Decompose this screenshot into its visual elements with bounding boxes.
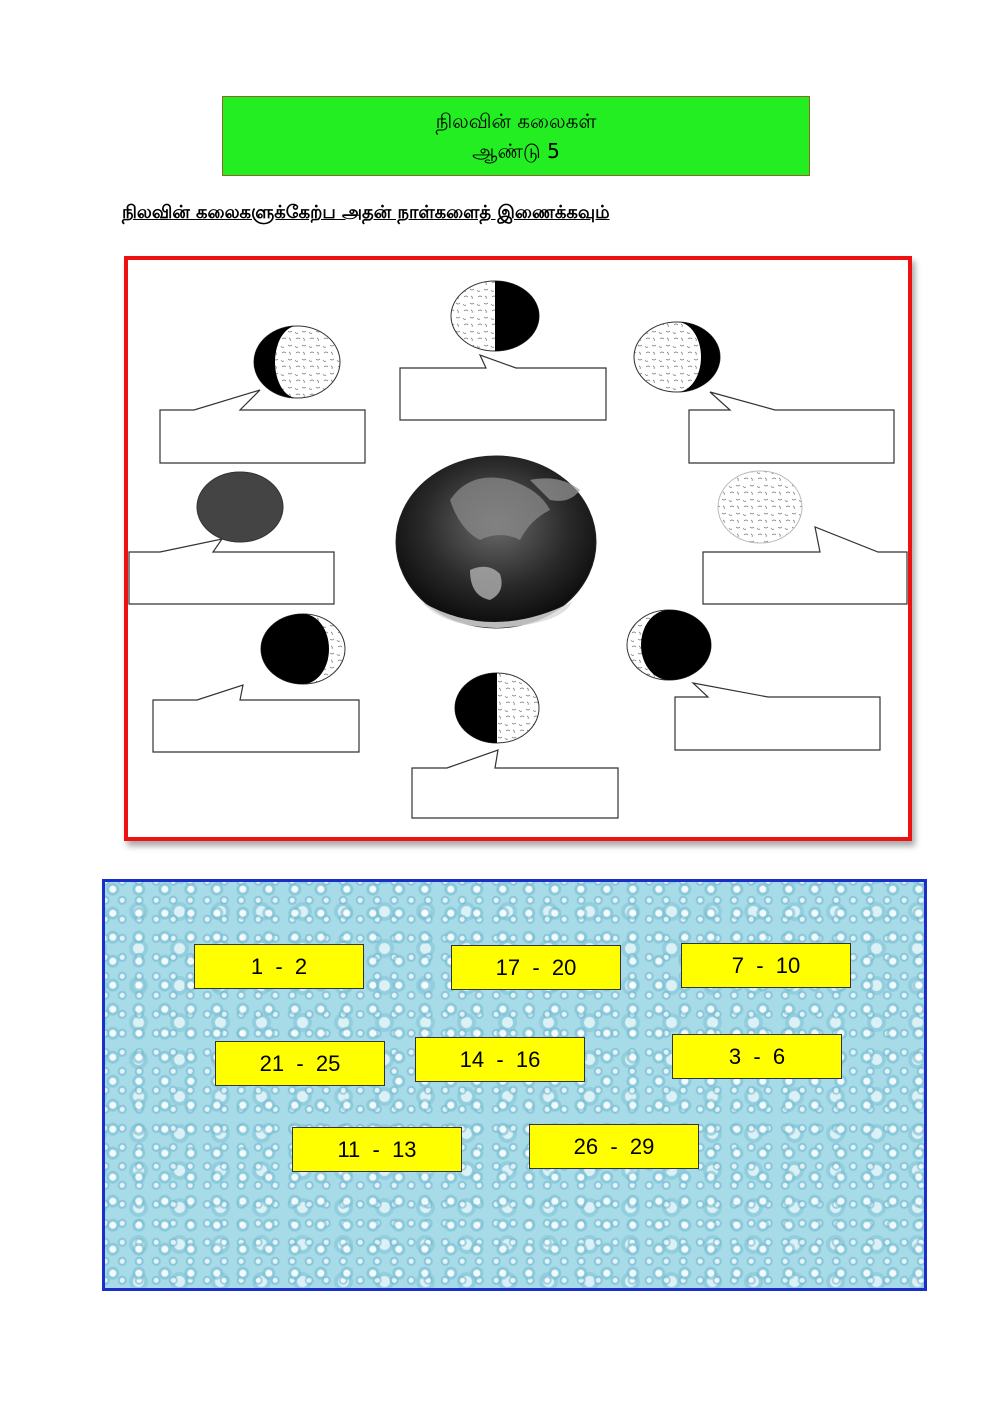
callout-box-top-center[interactable] <box>400 355 606 420</box>
callout-box-upper-left[interactable] <box>160 390 365 463</box>
day-range-chip[interactable]: 14 - 16 <box>415 1037 585 1082</box>
earth-image <box>396 456 596 628</box>
day-range-chip[interactable]: 1 - 2 <box>194 944 364 989</box>
day-range-chip[interactable]: 17 - 20 <box>451 945 621 990</box>
day-range-chip[interactable]: 21 - 25 <box>215 1041 385 1086</box>
day-range-chip[interactable]: 3 - 6 <box>672 1034 842 1079</box>
day-range-chip[interactable]: 7 - 10 <box>681 943 851 988</box>
callout-box-middle-right[interactable] <box>703 527 907 604</box>
moon-crescent-upper-left-icon <box>254 326 340 398</box>
day-range-chip[interactable]: 11 - 13 <box>292 1127 462 1172</box>
moon-lower-right-icon <box>627 610 711 680</box>
moon-last-quarter-icon <box>455 673 539 743</box>
moon-first-quarter-icon <box>451 281 539 351</box>
callout-box-lower-right[interactable] <box>675 683 880 750</box>
callout-box-middle-left[interactable] <box>129 539 334 604</box>
moon-lower-left-icon <box>261 614 345 684</box>
callout-box-lower-left[interactable] <box>153 685 359 752</box>
callout-box-bottom-center[interactable] <box>412 750 618 818</box>
moon-full-icon <box>718 471 802 543</box>
moon-new-icon <box>197 472 283 542</box>
day-range-chip[interactable]: 26 - 29 <box>529 1124 699 1169</box>
day-ranges-panel <box>102 879 927 1291</box>
worksheet-title: நிலவின் கலைகள் <box>435 109 597 133</box>
callout-box-upper-right[interactable] <box>689 392 894 463</box>
moon-gibbous-upper-right-icon <box>634 322 720 392</box>
worksheet-subtitle: ஆண்டு 5 <box>472 139 560 163</box>
instruction-text: நிலவின் கலைகளுக்கேற்ப அதன் நாள்களைத் இணைக்கவும் <box>122 202 610 223</box>
